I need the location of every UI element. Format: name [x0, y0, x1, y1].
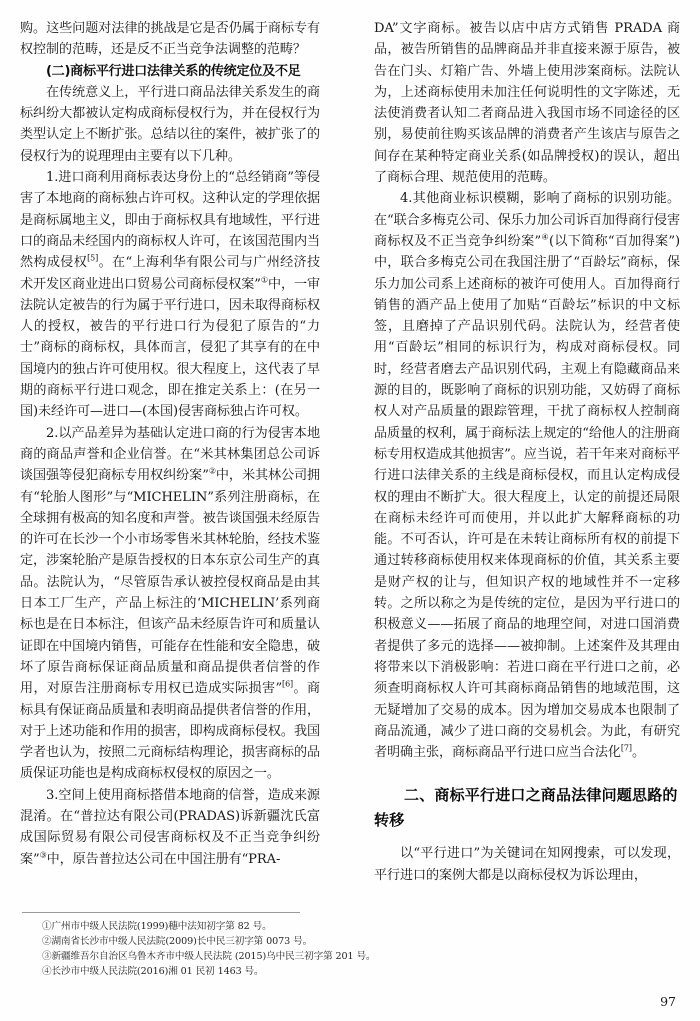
footnote-item-2: ②湖南省长沙市中级人民法院(2009)长中民三初字第 0073 号。 [42, 936, 313, 948]
paragraph-reason-1-part-a: 1.进口商利用商标表达身份上的“总经销商”等侵害了本地商的商标独占许可权。这种认定的学理依据是商标属地主义，即由于商标权具有地域性，平行进口的商品未经国内的商标权人许可，在该国范围内当然构成侵权 [20, 170, 320, 271]
paragraph-reason-4 [374, 188, 680, 763]
paragraph-reason-1-part-b: 。在“上海利华有限公司与广州经济技术开发区商业进出口贸易公司商标侵权案” [20, 255, 320, 292]
paragraph-cnki-search: 以“平行进口”为关键词在知网搜索，可以发现，平行进口的案例大都是以商标侵权为诉讼理由， [374, 846, 680, 883]
paragraph-reason-4-part-a: 4.其他商业标识模糊，影响了商标的识别功能。在“联合多梅克公司、保乐力加公司诉百加得商行侵害商标权及不正当竞争纠纷案” [374, 191, 680, 249]
paragraph-reason-1 [20, 167, 320, 423]
paragraph-reason-1-part-c: 中，一审法院认定被告的行为属于平行进口，因未取得商标权人的授权，被告的平行进口行为侵犯了原告的“力士”商标的商标权，具体而言，侵犯了其享有的在中国境内的独占许可使用权。很大程度上，这代表了早期的商标平行进口观念，即在推定关系上：(在另一国)未经许可—进口—(本国)侵害商标独占许可权。 [20, 276, 321, 420]
paragraph-continuation: 购。这些问题对法律的挑战是它是否仍属于商标专有权控制的范畴，还是反不正当竞争法调整的范畴？ [20, 21, 320, 58]
heading-spacer-below [374, 833, 680, 843]
footnote-item-1: ①广州市中级人民法院(1999)穗中法知初字第 82 号。 [42, 921, 272, 932]
right-column [374, 18, 680, 898]
paragraph-reason-2-part-c: 。商标具有保证商品质量和表明商品提供者信誉的作用，对于上述功能和作用的损害，即构成商标侵权。我国学者也认为，按照二元商标结构理论，损害商标的品质保证功能也是构成商标权侵权的原因之一。 [20, 681, 320, 782]
paragraph-reason-3-part-a: 3.空间上使用商标搭借本地商的信誉，造成来源混淆。在“普拉达有限公司(PRADAS)诉新疆沈氏富成国际贸易有限公司侵害商标权及不正当竞争纠纷案” [20, 787, 320, 867]
footnote-separator-rule [22, 912, 300, 913]
left-column [20, 18, 320, 898]
paragraph-reason-3-part-b: 中，原告普拉达公司在中国注册有“PRA- [46, 851, 281, 867]
paragraph-reason-4-part-c: 。 [631, 745, 645, 761]
footnote-ref-5: [5] [87, 253, 99, 263]
footnote-item-3: ③新疆维吾尔自治区乌鲁木齐市中级人民法院 (2015)乌中民三初字第 201 号。 [42, 951, 376, 963]
paragraph-traditional-position: 在传统意义上，平行进口商品法律关系发生的商标纠纷大都被认定构成商标侵权行为，并在侵权行为类型认定上不断扩张。总结以往的案件，被扩张了的侵权行为的说理理由主要有以下几种。 [20, 84, 320, 164]
footnote-ref-1: ① [260, 275, 268, 285]
paragraph-reason-2-part-a: 2.以产品差异为基础认定进口商的行为侵害本地商的商品声誉和企业信誉。在“米其林集团总公司诉谈国强等侵犯商标专用权纠纷案” [20, 425, 320, 484]
paragraph-reason-2-part-b: 中，米其林公司拥有“轮胎人图形”与“MICHELIN”系列注册商标，在全球拥有极高的知名度和声誉。被告谈国强未经原告的许可在长沙一个小市场零售米其林轮胎，经技术鉴定，涉案轮胎产是原告授权的日本东京公司生产的真品。法院认为，“尽管原告承认被控侵权商品是由其日本工厂生产，产品上标注的‘MICHELIN’系列商标也是在日本标注，但该产品未经原告许可和质量认证即在中国境内销售，可能存在性能和安全隐患，破坏了原告商标保证商品质量和商品提供者信誉的作用，对原告注册商标专用权已造成实际损害” [20, 468, 321, 697]
footnote-zone [20, 912, 680, 979]
paragraph-prada-case: DA”文字商标。被告以店中店方式销售 PRADA 商品，被告所销售的品牌商品并非直接来源于原告，被告在门头、灯箱广告、外墙上使用涉案商标。法院认为，上述商标使用未加注任何说明性的文字陈述，无法使消费者认知二者商品进入我国市场不同途径的区别，易使前往购买该品牌的消费者产生该店与原告之间存在某种特定商业关系(如品牌授权)的误认，超出了商标合理、规范使用的范畴。 [374, 21, 680, 186]
paragraph-reason-3 [20, 785, 320, 870]
footnote-ref-4: ④ [541, 232, 549, 242]
subsection-heading-2: (二)商标平行进口法律关系的传统定位及不足 [46, 63, 301, 79]
heading-spacer-above [374, 763, 680, 783]
footnote-item-4: ④长沙市中级人民法院(2016)湘 01 民初 1463 号。 [42, 966, 264, 978]
two-column-layout [20, 18, 680, 898]
paragraph-reason-4-part-b: (以下简称“百加得案”)中，联合多梅克公司在我国注册了“百龄坛”商标，保乐力加公司系上述商标的被许可使用人。百加得商行销售的酒产品上使用了加贴“百龄坛”标识的中文标签，且磨掉了产品识别代码。法院认为，经营者使用“百龄坛”相同的标识行为，构成对商标侵权。同时，经营者磨去产品识别代码，主观上有隐藏商品来源的目的，既影响了商标的识别功能，又妨碍了商标权人对产品质量的跟踪管理，干扰了商标权人控制商品质量的权利，属于商标法上规定的“给他人的注册商标专用权造成其他损害”。应当说，若干年来对商标平行进口法律关系的主线是商标侵权，而且认定构成侵权的理由不断扩大。很大程度上，认定的前提还局限在商标未经许可而使用，并以此扩大解释商标的功能。不可否认，许可是在未转让商标所有权的前提下通过转移商标使用权来体现商标的价值，其关系主要是财产权的让与，但知识产权的地域性并不一定移转。之所以称之为是传统的定位，是因为平行进口的积极意义——拓展了商品的地理空间，对进口国消费者提供了多元的选择——被抑制。上述案件及其理由将带来以下消极影响：若进口商在平行进口之前，必须查明商标权人许可其商标商品销售的地域范围，这无疑增加了交易的成本。因为增加交易成本也限制了商品流通，减少了进口商的交易机会。为此，有研究者明确主张，商标商品平行进口应当合法化 [374, 233, 680, 761]
footnote-ref-3: ③ [39, 850, 47, 860]
paragraph-reason-2 [20, 423, 320, 785]
footnote-ref-2: ② [208, 466, 216, 476]
footnote-ref-6: [6] [282, 679, 294, 689]
footnote-list [20, 919, 680, 979]
page-number: 97 [660, 994, 676, 1009]
section-heading-2: 二、商标平行进口之商品法律问题思路的转移 [374, 786, 678, 830]
footnote-ref-7: [7] [620, 743, 632, 753]
